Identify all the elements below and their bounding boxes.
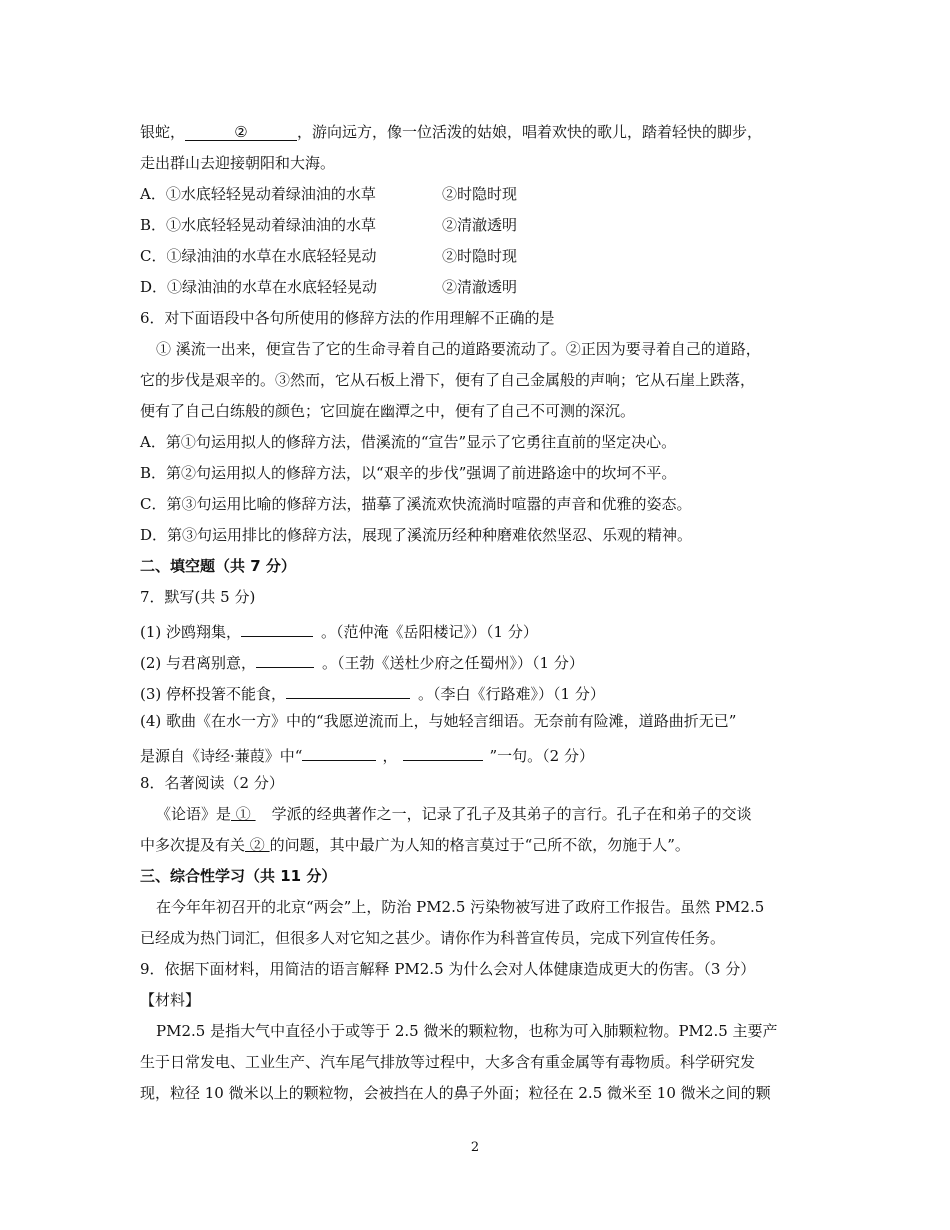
fill-line: (4) 歌曲《在水一方》中的“我愿逆流而上，与她轻言细语。无奈前有险滩，道路曲折无已” [140, 712, 737, 730]
page-number: 2 [470, 1140, 480, 1155]
option-c: C．第③句运用比喻的修辞方法，描摹了溪流欢快流淌时喧嚣的声音和优雅的姿态。 [140, 495, 692, 513]
option-b: B．①水底轻轻晃动着绿油油的水草 ②清澈透明 [140, 216, 518, 234]
passage-line: 便有了自己白练般的颜色；它回旋在幽潭之中，便有了自己不可测的深沉。 [140, 402, 636, 420]
passage-line: 已经成为热门词汇，但很多人对它知之甚少。请你作为科普宣传员，完成下列宣传任务。 [140, 929, 726, 947]
fill-line: (2) 与君离别意， 。（王勃《送杜少府之任蜀州》）（1 分） [140, 649, 584, 673]
question-8-stem: 8．名著阅读（2 分） [140, 774, 284, 792]
material-line: 现，粒径 10 微米以上的颗粒物，会被挡在人的鼻子外面；粒径在 2.5 微米至 10 微米之间的颗 [140, 1084, 771, 1102]
passage-line: ① 溪流一出来，便宣告了它的生命寻着自己的道路要流动了。②正因为要寻着自己的道路， [156, 340, 761, 358]
question-9-stem: 9．依据下面材料，用简洁的语言解释 PM2.5 为什么会对人体健康造成更大的伤害。（3 分） [140, 960, 756, 978]
option-a: A．第①句运用拟人的修辞方法，借溪流的“宣告”显示了它勇往直前的坚定决心。 [140, 433, 677, 451]
passage-line: 《论语》是 ① 学派的经典著作之一，记录了孔子及其弟子的言行。孔子在和弟子的交谈 [156, 805, 752, 823]
fill-line: (1) 沙鸥翔集， 。（范仲淹《岳阳楼记》）（1 分） [140, 618, 538, 642]
option-b: B．第②句运用拟人的修辞方法，以“艰辛的步伐”强调了前进路途中的坎坷不平。 [140, 464, 677, 482]
question-7-stem: 7．默写(共 5 分) [140, 588, 256, 606]
answer-blank [302, 742, 376, 761]
passage-line: 在今年年初召开的北京“两会”上，防治 PM2.5 污染物被写进了政府工作报告。虽然 PM2.5 [156, 898, 765, 916]
answer-blank [286, 680, 410, 699]
answer-blank: ② [185, 122, 297, 141]
answer-blank [241, 618, 313, 637]
option-d: D．第③句运用排比的修辞方法，展现了溪流历经种种磨难依然坚忍、乐观的精神。 [140, 526, 693, 544]
material-line: PM2.5 是指大气中直径小于或等于 2.5 微米的颗粒物，也称为可入肺颗粒物。PM2.5 主要产 [156, 1022, 778, 1040]
text-line: 银蛇， ② ，游向远方，像一位活泼的姑娘，唱着欢快的歌儿，踏着轻快的脚步， [140, 123, 763, 141]
section-heading: 二、填空题（共 7 分） [140, 557, 296, 575]
answer-blank [256, 649, 314, 668]
passage-line: 它的步伐是艰辛的。③然而，它从石板上滑下，便有了自己金属般的声响；它从石崖上跌落， [140, 371, 756, 389]
answer-blank [403, 742, 483, 761]
section-heading: 三、综合性学习（共 11 分） [140, 867, 337, 885]
option-d: D．①绿油油的水草在水底轻轻晃动 ②清澈透明 [140, 278, 518, 296]
question-6-stem: 6．对下面语段中各句所使用的修辞方法的作用理解不正确的是 [140, 309, 555, 327]
passage-line: 中多次提及有关 ② 的问题，其中最广为人知的格言莫过于“己所不欲，勿施于人”。 [140, 836, 690, 854]
fill-line: (3) 停杯投箸不能食， 。（李白《行路难》）（1 分） [140, 680, 605, 704]
material-line: 生于日常发电、工业生产、汽车尾气排放等过程中，大多含有重金属等有毒物质。科学研究发 [140, 1053, 756, 1071]
option-c: C．①绿油油的水草在水底轻轻晃动 ②时隐时现 [140, 247, 518, 265]
material-heading: 【材料】 [140, 991, 201, 1009]
option-a: A．①水底轻轻晃动着绿油油的水草 ②时隐时现 [140, 185, 518, 203]
text-line: 走出群山去迎接朝阳和大海。 [140, 154, 336, 172]
fill-line: 是源自《诗经·蒹葭》中“ ， ”一句。（2 分） [140, 742, 594, 766]
